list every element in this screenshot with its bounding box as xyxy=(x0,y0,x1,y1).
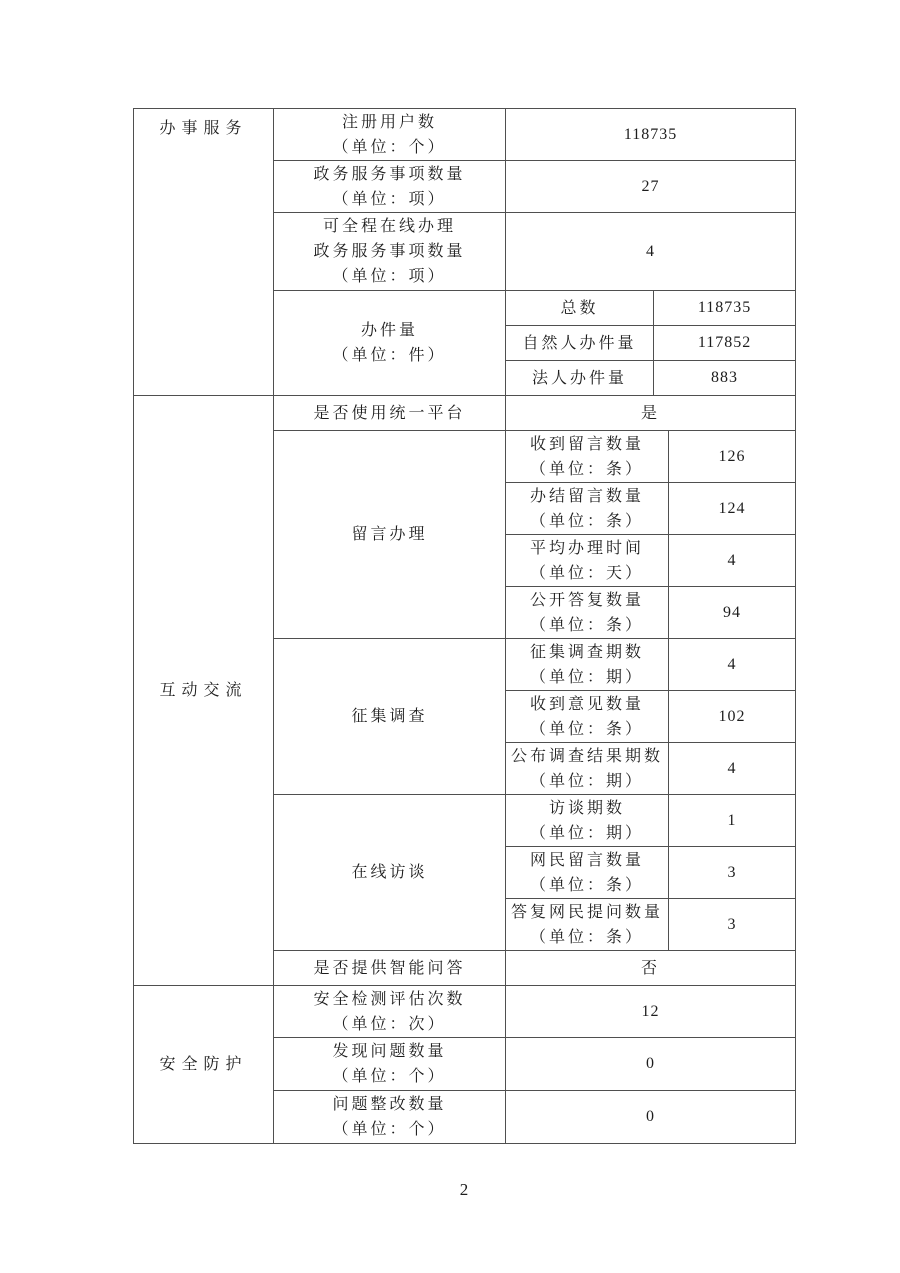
metric-unit: （单位：项） xyxy=(332,268,447,285)
metric-unit: （单位：项） xyxy=(332,190,447,208)
sub-metric-label-cell xyxy=(506,535,669,587)
metric-label-cell xyxy=(274,213,506,291)
report-table xyxy=(133,108,796,1144)
metric-unit: （单位：条） xyxy=(529,512,644,530)
sub-metric-label-cell xyxy=(506,483,669,535)
sub-metric-value-cell: 4 xyxy=(669,639,796,691)
sub-metric-label-cell xyxy=(506,847,669,899)
metric-label: 办结留言数量 xyxy=(529,487,644,505)
metric-label: 政务服务事项数量 xyxy=(313,165,466,183)
sub-metric-value-cell: 102 xyxy=(669,691,796,743)
metric-label-cell: 是否使用统一平台 xyxy=(274,396,506,431)
section-label-cell: 在线访谈 xyxy=(274,795,506,951)
sub-metric-value-cell: 3 xyxy=(669,899,796,951)
metric-value-cell: 否 xyxy=(506,951,796,986)
metric-unit: （单位：次） xyxy=(332,1015,447,1033)
metric-unit: （单位：个） xyxy=(332,138,447,156)
sub-metric-label-cell xyxy=(506,795,669,847)
section-label-cell: 留言办理 xyxy=(274,431,506,639)
metric-label: 问题整改数量 xyxy=(332,1096,447,1113)
metric-value-cell: 12 xyxy=(506,986,796,1038)
metric-unit: （单位：条） xyxy=(529,928,644,946)
page-number: 2 xyxy=(459,1180,469,1199)
sub-metric-value-cell: 126 xyxy=(669,431,796,483)
group-cell-service: 办事服务 xyxy=(134,109,274,396)
metric-label-cell xyxy=(274,161,506,213)
sub-metric-label-cell: 总数 xyxy=(506,291,654,326)
metric-label-cell xyxy=(274,1091,506,1144)
sub-metric-label-cell xyxy=(506,639,669,691)
metric-unit: （单位：条） xyxy=(529,876,644,894)
sub-metric-value-cell: 124 xyxy=(669,483,796,535)
metric-unit: （单位：个） xyxy=(332,1121,447,1138)
metric-value-cell: 0 xyxy=(506,1038,796,1091)
metric-label-cell: 是否提供智能问答 xyxy=(274,951,506,986)
section-label-cell: 征集调查 xyxy=(274,639,506,795)
metric-unit: （单位：件） xyxy=(332,347,447,364)
group-cell-interaction: 互动交流 xyxy=(134,396,274,986)
metric-unit: （单位：条） xyxy=(529,616,644,634)
metric-value-cell: 0 xyxy=(506,1091,796,1144)
metric-unit: （单位：期） xyxy=(529,772,644,790)
sub-metric-label-cell: 自然人办件量 xyxy=(506,326,654,361)
metric-label-cell xyxy=(274,291,506,396)
sub-metric-value-cell: 117852 xyxy=(654,326,796,361)
sub-metric-value-cell: 4 xyxy=(669,743,796,795)
metric-label: 征集调查期数 xyxy=(529,643,644,661)
sub-metric-value-cell: 883 xyxy=(654,361,796,396)
metric-label: 可全程在线办理 xyxy=(322,218,456,235)
metric-label: 安全检测评估次数 xyxy=(313,990,466,1008)
sub-metric-label-cell xyxy=(506,587,669,639)
metric-unit: （单位：期） xyxy=(529,668,644,686)
metric-label: 公布调查结果期数 xyxy=(510,747,663,765)
metric-unit: （单位：条） xyxy=(529,460,644,478)
sub-metric-value-cell: 1 xyxy=(669,795,796,847)
metric-value-cell: 是 xyxy=(506,396,796,431)
metric-unit: （单位：个） xyxy=(332,1068,447,1085)
sub-metric-value-cell: 4 xyxy=(669,535,796,587)
sub-metric-label-cell xyxy=(506,899,669,951)
metric-label: 收到留言数量 xyxy=(529,435,644,453)
metric-unit: （单位：天） xyxy=(529,564,644,582)
metric-label-cell xyxy=(274,1038,506,1091)
sub-metric-value-cell: 3 xyxy=(669,847,796,899)
sub-metric-label-cell xyxy=(506,743,669,795)
sub-metric-label-cell xyxy=(506,691,669,743)
sub-metric-label-cell: 法人办件量 xyxy=(506,361,654,396)
sub-metric-value-cell: 118735 xyxy=(654,291,796,326)
group-cell-security: 安全防护 xyxy=(134,986,274,1144)
metric-label: 答复网民提问数量 xyxy=(510,903,663,921)
metric-value-cell: 118735 xyxy=(506,109,796,161)
metric-label-cell xyxy=(274,986,506,1038)
metric-label: 访谈期数 xyxy=(548,799,625,817)
sub-metric-value-cell: 94 xyxy=(669,587,796,639)
metric-label-line2: 政务服务事项数量 xyxy=(313,243,466,260)
metric-value-cell: 4 xyxy=(506,213,796,291)
metric-label-cell xyxy=(274,109,506,161)
metric-label: 网民留言数量 xyxy=(529,851,644,869)
metric-label: 平均办理时间 xyxy=(529,539,644,557)
metric-label: 注册用户数 xyxy=(341,113,437,131)
metric-label: 公开答复数量 xyxy=(529,591,644,609)
metric-value-cell: 27 xyxy=(506,161,796,213)
sub-metric-label-cell xyxy=(506,431,669,483)
metric-label: 收到意见数量 xyxy=(529,695,644,713)
metric-label: 办件量 xyxy=(360,322,418,339)
metric-label: 发现问题数量 xyxy=(332,1043,447,1060)
metric-unit: （单位：条） xyxy=(529,720,644,738)
metric-unit: （单位：期） xyxy=(529,824,644,842)
